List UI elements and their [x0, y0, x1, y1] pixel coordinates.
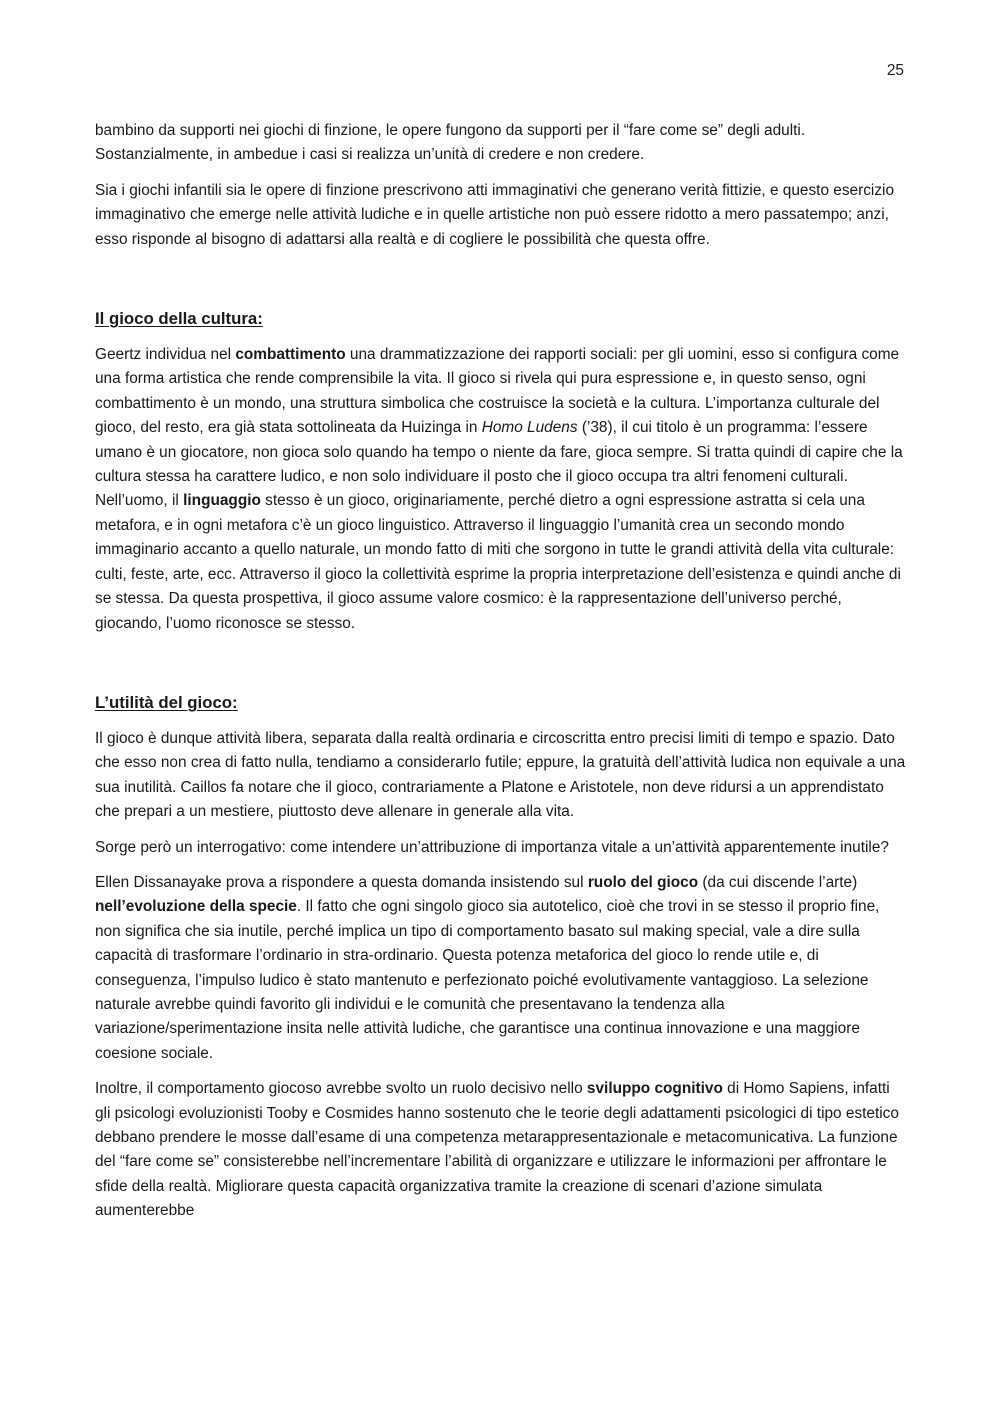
- bold-term-linguaggio: linguaggio: [183, 492, 261, 510]
- bold-term-combattimento: combattimento: [235, 346, 346, 364]
- text-run: . Il fatto che ogni singolo gioco sia autotelico, cioè che trovi in se stesso il proprio fine, non significa che sia inutile, perché implica un tipo di comportamento basato sul making special, vale a dire sulla capacità di trasformare l’ordinario in stra-ordinario. Questa potenza metaforica del gioco lo rende utile e, di conseguenza, l’impulso ludico è stato mantenuto e perfezionato poiché evolutivamente vantaggioso. La selezione naturale avrebbe quindi favorito gli individui e le comunità che presentavano la tendenza alla variazione/sperimentazione insita nelle attività ludiche, che garantisce una continua innovazione e una maggiore coesione sociale.: [95, 898, 880, 1062]
- section-spacer: [95, 263, 907, 307]
- page-content: [95, 119, 907, 1235]
- intro-paragraph-2: Sia i giochi infantili sia le opere di finzione prescrivono atti immaginativi che generano verità fittizie, e questo esercizio immaginativo che emerge nelle attività ludiche e in quelle artistiche non può essere ridotto a mero passatempo; anzi, esso risponde al bisogno di adattarsi alla realtà e di cogliere le possibilità che questa offre.: [95, 181, 895, 248]
- bold-term-ruolo-del-gioco: ruolo del gioco: [587, 873, 699, 891]
- text-run: una drammatizzazione dei rapporti sociali: per gli uomini, esso si configura come una forma artistica che rende comprensibile la vita. Il gioco si rivela qui pura espressione e, in questo senso, ogni combattimento è un mondo, una struttura simbolica che costruisce la società e la cultura. L’importanza culturale del gioco, del resto, era già stata sottolineata da Huizinga in: [95, 346, 900, 437]
- section-spacer: [95, 647, 907, 691]
- section2-paragraph-2: Sorge però un interrogativo: come intendere un’attribuzione di importanza vitale a un’attività apparentemente inutile?: [95, 838, 889, 856]
- book-title-homo-ludens: Homo Ludens: [481, 419, 578, 437]
- text-run: stesso è un gioco, originariamente, perché dietro a ogni espressione astratta si cela una metafora, e in ogni metafora c’è un gioco linguistico. Attraverso il linguaggio l’umanità crea un secondo mondo immaginario accanto a quello naturale, un mondo fatto di miti che sorgono in tutte le grandi attività della vita culturale: culti, feste, arte, ecc. Attraverso il gioco la collettività esprime la propria interpretazione dell’esistenza e quindi anche di se stessa. Da questa prospettiva, il gioco assume valore cosmico: è la rappresentazione dell’universo perché, giocando, l’uomo riconosce se stesso.: [95, 492, 901, 632]
- text-run: Ellen Dissanayake prova a rispondere a questa domanda insistendo sul: [95, 873, 588, 891]
- page-number: 25: [886, 62, 904, 79]
- section2-paragraph-3: [95, 871, 907, 1066]
- bold-term-sviluppo-cognitivo: sviluppo cognitivo: [586, 1080, 723, 1098]
- section2-paragraph-1: Il gioco è dunque attività libera, separata dalla realtà ordinaria e circoscritta entro precisi limiti di tempo e spazio. Dato che esso non crea di fatto nulla, tendiamo a considerarlo futile; eppure, la gratuità dell’attività ludica non equivale a una sua inutilità. Caillos fa notare che il gioco, contrariamente a Platone e Aristotele, non deve ridursi a un apprendistato che prepari a un mestiere, piuttosto deve allenare in generale alla vita.: [95, 729, 906, 821]
- section1-paragraph: [95, 343, 907, 636]
- text-run: (’38), il cui titolo è un programma: l’essere umano è un giocatore, non gioca solo quando ha tempo o niente da fare, gioca sempre. Si tratta quindi di capire che la cultura stessa ha carattere ludico, e non solo individuare il posto che il gioco occupa tra altri fenomeni culturali. Nell’uomo, il: [95, 419, 903, 510]
- section2-paragraph-4: [95, 1077, 907, 1223]
- text-run: (da cui discende l’arte): [698, 873, 858, 891]
- text-run: Geertz individua nel: [95, 346, 236, 364]
- bold-term-evoluzione-della-specie: nell’evoluzione della specie: [95, 898, 297, 916]
- section-heading-utilita-del-gioco: L’utilità del gioco:: [95, 692, 238, 712]
- text-run: di Homo Sapiens, infatti gli psicologi evoluzionisti Tooby e Cosmides hanno sostenuto che le teorie degli adattamenti psicologici di tipo estetico debbano prendere le mosse dall’esame di una competenza metarappresentazionale e metacomunicativa. La funzione del “fare come se” consisterebbe nell’incrementare l’abilità di organizzare e utilizzare le informazioni per affrontare le sfide della realtà. Migliorare questa capacità organizzativa tramite la creazione di scenari d’azione simulata aumenterebbe: [95, 1080, 899, 1220]
- text-run: Inoltre, il comportamento giocoso avrebbe svolto un ruolo decisivo nello: [95, 1080, 587, 1098]
- section-heading-gioco-della-cultura: Il gioco della cultura:: [95, 309, 263, 329]
- intro-paragraph-1: bambino da supporti nei giochi di finzione, le opere fungono da supporti per il “fare come se” degli adulti. Sostanzialmente, in ambedue i casi si realizza un’unità di credere e non credere.: [95, 122, 806, 164]
